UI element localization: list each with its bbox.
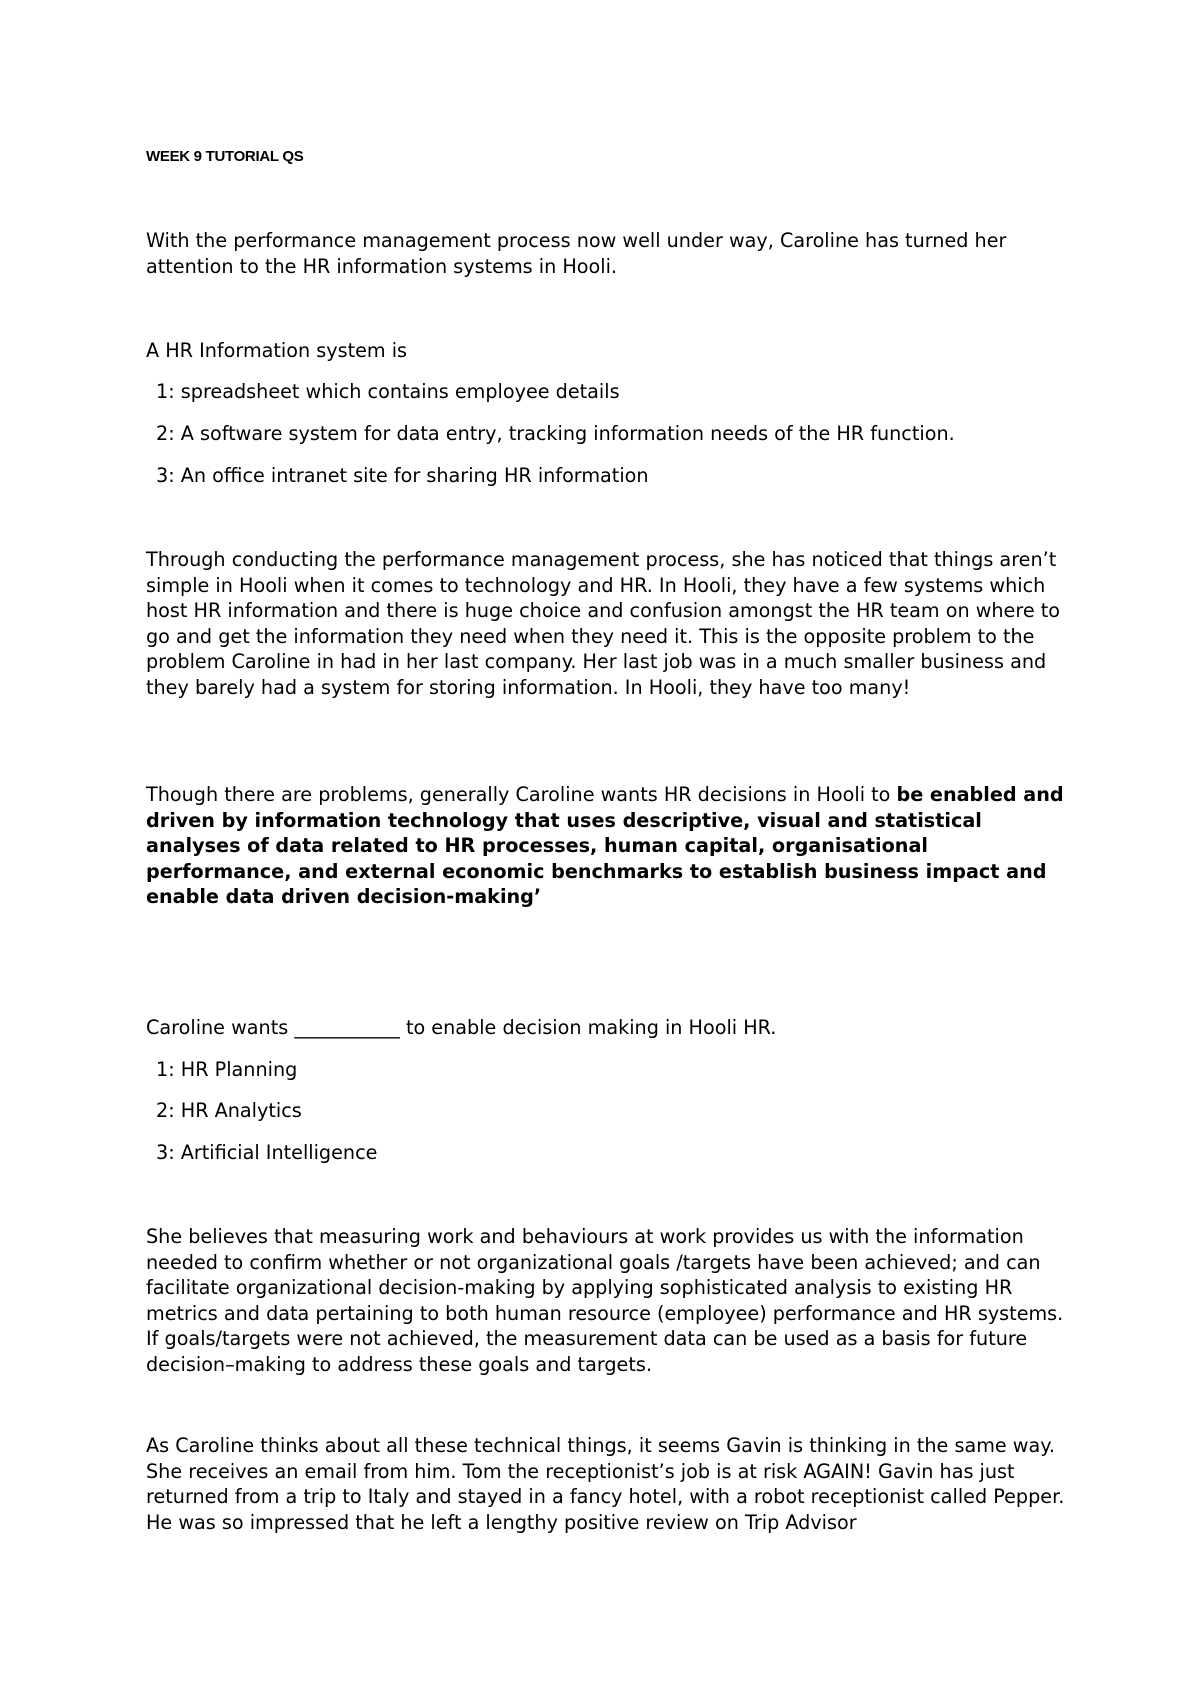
question-2-option-2: 2: HR Analytics: [156, 1099, 302, 1122]
question-2-stem: Caroline wants ___________ to enable decision making in Hooli HR.: [146, 1016, 777, 1039]
paragraph-gavin: As Caroline thinks about all these technical things, it seems Gavin is thinking in the same way. She receives an email from him. Tom the receptionist’s job is at risk AGAIN! Gavin has just returned from a trip to Italy and stayed in a fancy hotel, with a robot receptionist called Pepper. He was so impressed that he left a lengthy positive review on Trip Advisor: [146, 1434, 1065, 1534]
question-1-option-2: 2: A software system for data entry, tracking information needs of the HR function.: [156, 422, 955, 445]
definition-bold-text: be enabled and driven by information technology that uses descriptive, visual and statistical analyses of data related to HR processes, human capital, organisational performance, and external economic benchmarks to establish business impact and enable data driven decision-making’: [146, 783, 1064, 909]
definition-lead-text: Though there are problems, generally Caroline wants HR decisions in Hooli to: [146, 783, 897, 806]
question-1-option-3: 3: An office intranet site for sharing HR information: [156, 464, 649, 487]
paragraph-measurement: She believes that measuring work and behaviours at work provides us with the information needed to confirm whether or not organizational goals /targets have been achieved; and can facilitate organizational decision-making by applying sophisticated analysis to existing HR metrics and data pertaining to both human resource (employee) performance and HR systems. If goals/targets were not achieved, the measurement data can be used as a basis for future decision–making to address these goals and targets.: [146, 1225, 1064, 1376]
question-1-stem: A HR Information system is: [146, 339, 408, 362]
document-heading: WEEK 9 TUTORIAL QS: [146, 148, 304, 165]
paragraph-systems: Through conducting the performance management process, she has noticed that things aren’t simple in Hooli when it comes to technology and HR. In Hooli, they have a few systems which host HR information and there is huge choice and confusion amongst the HR team on where to go and get the information they need when they need it. This is the opposite problem to the problem Caroline in had in her last company. Her last job was in a much smaller business and they barely had a system for storing information. In Hooli, they have too many!: [146, 548, 1060, 699]
question-2-option-1: 1: HR Planning: [156, 1058, 298, 1081]
paragraph-definition: [146, 782, 1066, 910]
intro-paragraph: With the performance management process now well under way, Caroline has turned her attention to the HR information systems in Hooli.: [146, 229, 1007, 278]
question-2-option-3: 3: Artificial Intelligence: [156, 1141, 378, 1164]
question-1-option-1: 1: spreadsheet which contains employee details: [156, 380, 620, 403]
